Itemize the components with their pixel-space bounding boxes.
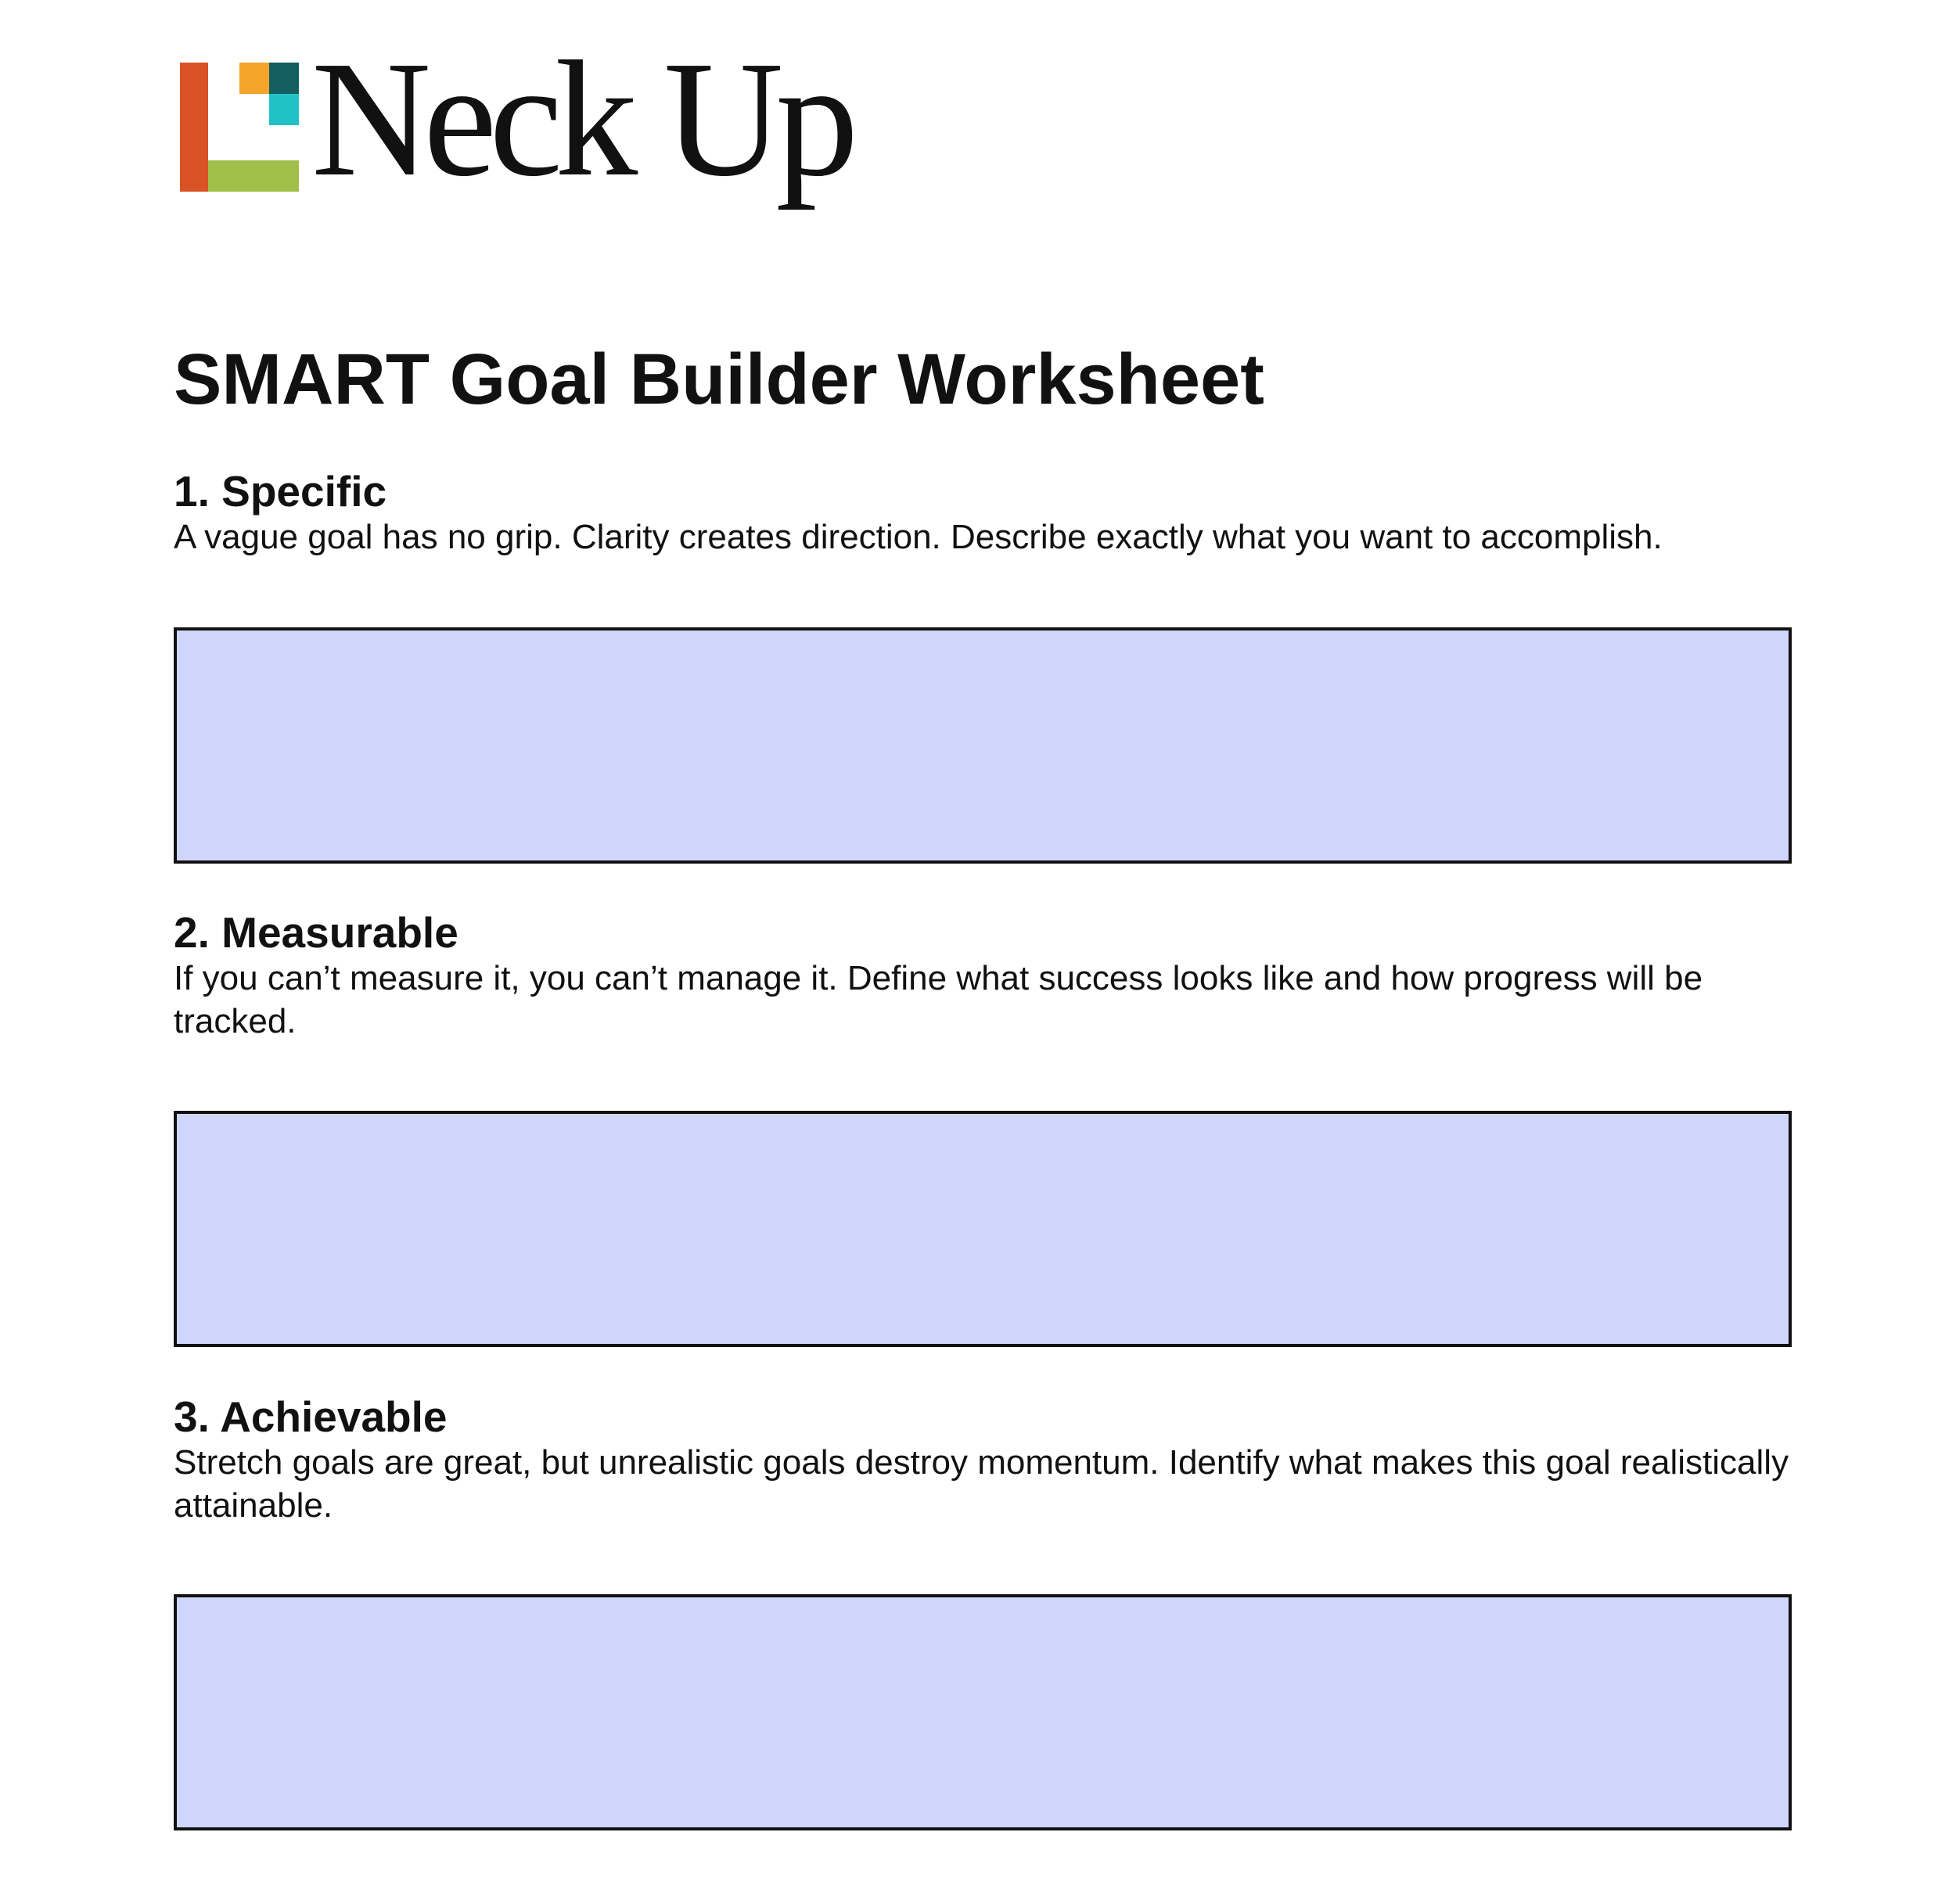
achievable-answer-field[interactable] (174, 1594, 1792, 1830)
section-description: Stretch goals are great, but unrealistic goals destroy momentum. Identify what makes this goal realistically attainable. (174, 1442, 1789, 1525)
logo-mark-icon (180, 63, 299, 192)
section-heading: 2. Measurable (174, 908, 458, 957)
measurable-answer-field[interactable] (174, 1111, 1792, 1347)
specific-answer-field[interactable] (174, 627, 1792, 864)
section-heading: 3. Achievable (174, 1392, 448, 1441)
page-title: SMART Goal Builder Worksheet (174, 339, 1264, 419)
section-description: A vague goal has no grip. Clarity creates direction. Describe exactly what you want to accomplish. (174, 517, 1663, 556)
section-measurable (174, 909, 1793, 1043)
logo-wordmark: Neck Up (311, 27, 851, 210)
logo-green-bar (208, 160, 299, 192)
section-heading: 1. Specific (174, 467, 387, 516)
logo-teal-square (269, 63, 299, 94)
section-specific (174, 468, 1793, 559)
logo-red-bar (180, 63, 208, 192)
neck-up-logo (180, 27, 851, 235)
section-description: If you can’t measure it, you can’t manage it. Define what success looks like and how progress will be tracked. (174, 958, 1703, 1040)
section-achievable (174, 1393, 1793, 1527)
logo-cyan-square (269, 94, 299, 125)
logo-orange-square (239, 63, 269, 94)
